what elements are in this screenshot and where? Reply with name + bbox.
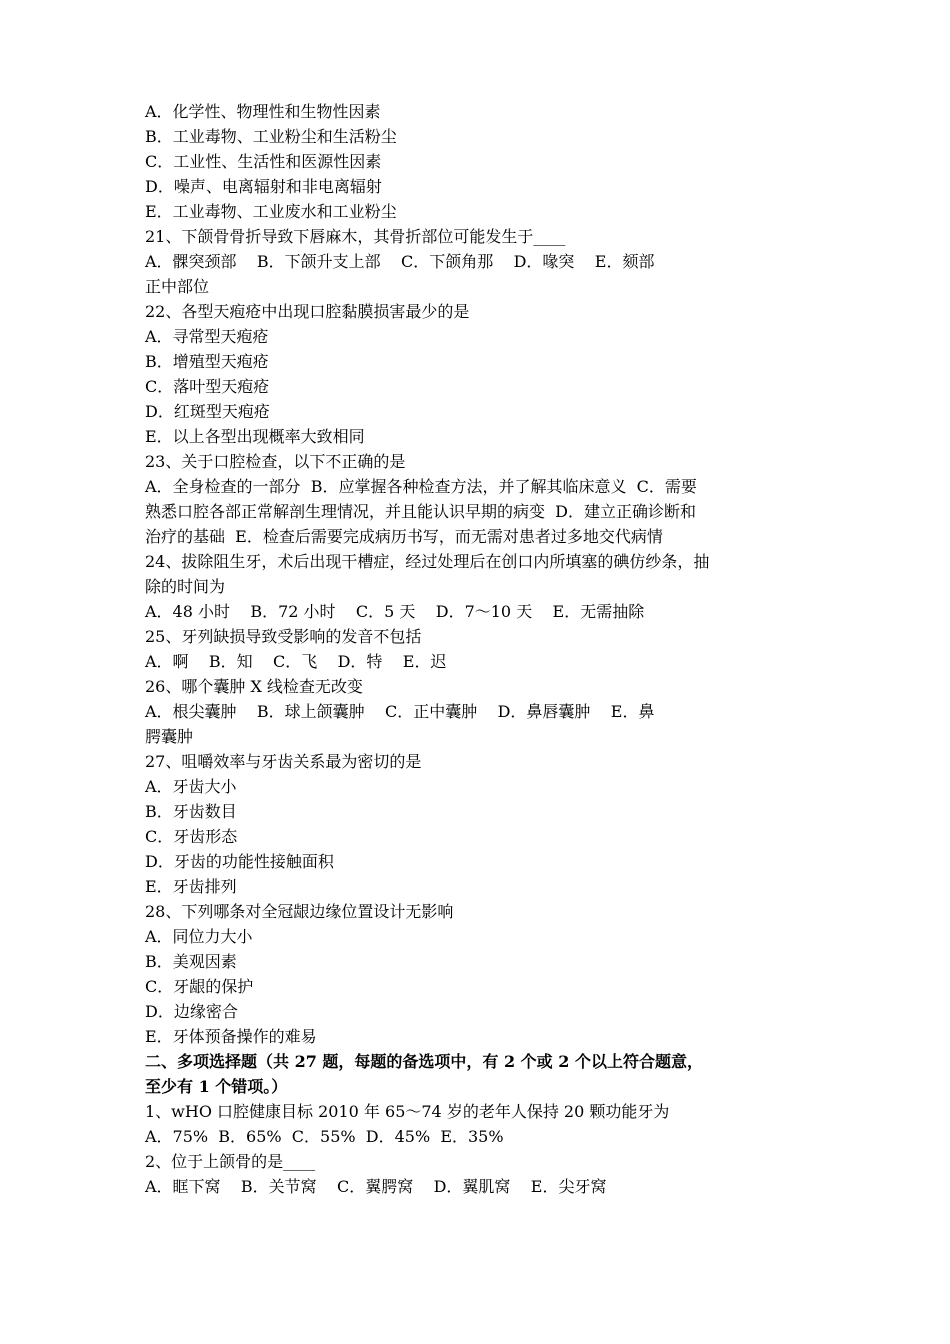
text-line: 治疗的基础 E．检查后需要完成病历书写，而无需对患者过多地交代病情 [145,527,663,546]
text-line: 24、拔除阻生牙，术后出现干槽症，经过处理后在创口内所填塞的碘仿纱条，抽 [145,552,710,571]
text-line: 腭囊肿 [145,727,194,746]
text-line: B．美观因素 [145,952,237,971]
text-line: 正中部位 [145,277,210,296]
text-line: E．以上各型出现概率大致相同 [145,427,365,446]
text-line: A．全身检查的一部分 B．应掌握各种检查方法，并了解其临床意义 C．需要 [145,477,697,496]
text-line: 26、哪个囊肿 X 线检查无改变 [145,677,363,696]
text-line: 熟悉口腔各部正常解剖生理情况，并且能认识早期的病变 D．建立正确诊断和 [145,502,697,521]
section-heading-line: 至少有 1 个错项。） [145,1077,288,1096]
text-line: 2、位于上颌骨的是____ [145,1152,316,1171]
text-line: A．根尖囊肿 B．球上颌囊肿 C．正中囊肿 D．鼻唇囊肿 E．鼻 [145,702,655,721]
text-line: 28、下列哪条对全冠龈边缘位置设计无影响 [145,902,454,921]
text-line: 22、各型天疱疮中出现口腔黏膜损害最少的是 [145,302,470,321]
text-line: A．牙齿大小 [145,777,237,796]
text-line: A．同位力大小 [145,927,253,946]
text-line: A．48 小时 B．72 小时 C．5 天 D．7～10 天 E．无需抽除 [145,602,645,621]
text-line: C．工业性、生活性和医源性因素 [145,152,382,171]
text-line: D．边缘密合 [145,1002,238,1021]
text-line: 21、下颌骨骨折导致下唇麻木，其骨折部位可能发生于____ [145,227,566,246]
text-line: A．啊 B．知 C．飞 D．特 E．迟 [145,652,447,671]
text-line: 1、wHO 口腔健康目标 2010 年 65～74 岁的老年人保持 20 颗功能牙为 [145,1102,670,1121]
text-line: 23、关于口腔检查，以下不正确的是 [145,452,406,471]
text-line: A．眶下窝 B．关节窝 C．翼腭窝 D．翼肌窝 E．尖牙窝 [145,1177,607,1196]
text-line: E．牙齿排列 [145,877,237,896]
text-line: C．牙齿形态 [145,827,238,846]
text-line: C．落叶型天疱疮 [145,377,270,396]
text-line: 除的时间为 [145,577,226,596]
text-line: E．牙体预备操作的难易 [145,1027,317,1046]
document-page [145,99,825,1199]
text-line: A．75% B．65% C．55% D．45% E．35% [145,1127,504,1146]
text-line: C．牙龈的保护 [145,977,254,996]
text-line: B．牙齿数目 [145,802,237,821]
text-line: D．噪声、电离辐射和非电离辐射 [145,177,382,196]
text-line: B．增殖型天疱疮 [145,352,269,371]
text-line: A．化学性、物理性和生物性因素 [145,102,381,121]
text-line: 25、牙列缺损导致受影响的发音不包括 [145,627,422,646]
text-line: 27、咀嚼效率与牙齿关系最为密切的是 [145,752,422,771]
text-line: E．工业毒物、工业废水和工业粉尘 [145,202,397,221]
text-line: A．髁突颈部 B．下颌升支上部 C．下颌角那 D．喙突 E．颏部 [145,252,655,271]
text-line: A．寻常型天疱疮 [145,327,269,346]
section-heading-line: 二、多项选择题（共 27 题，每题的备选项中，有 2 个或 2 个以上符合题意， [145,1052,703,1071]
text-line: D．红斑型天疱疮 [145,402,270,421]
text-line: D．牙齿的功能性接触面积 [145,852,334,871]
text-line: B．工业毒物、工业粉尘和生活粉尘 [145,127,397,146]
